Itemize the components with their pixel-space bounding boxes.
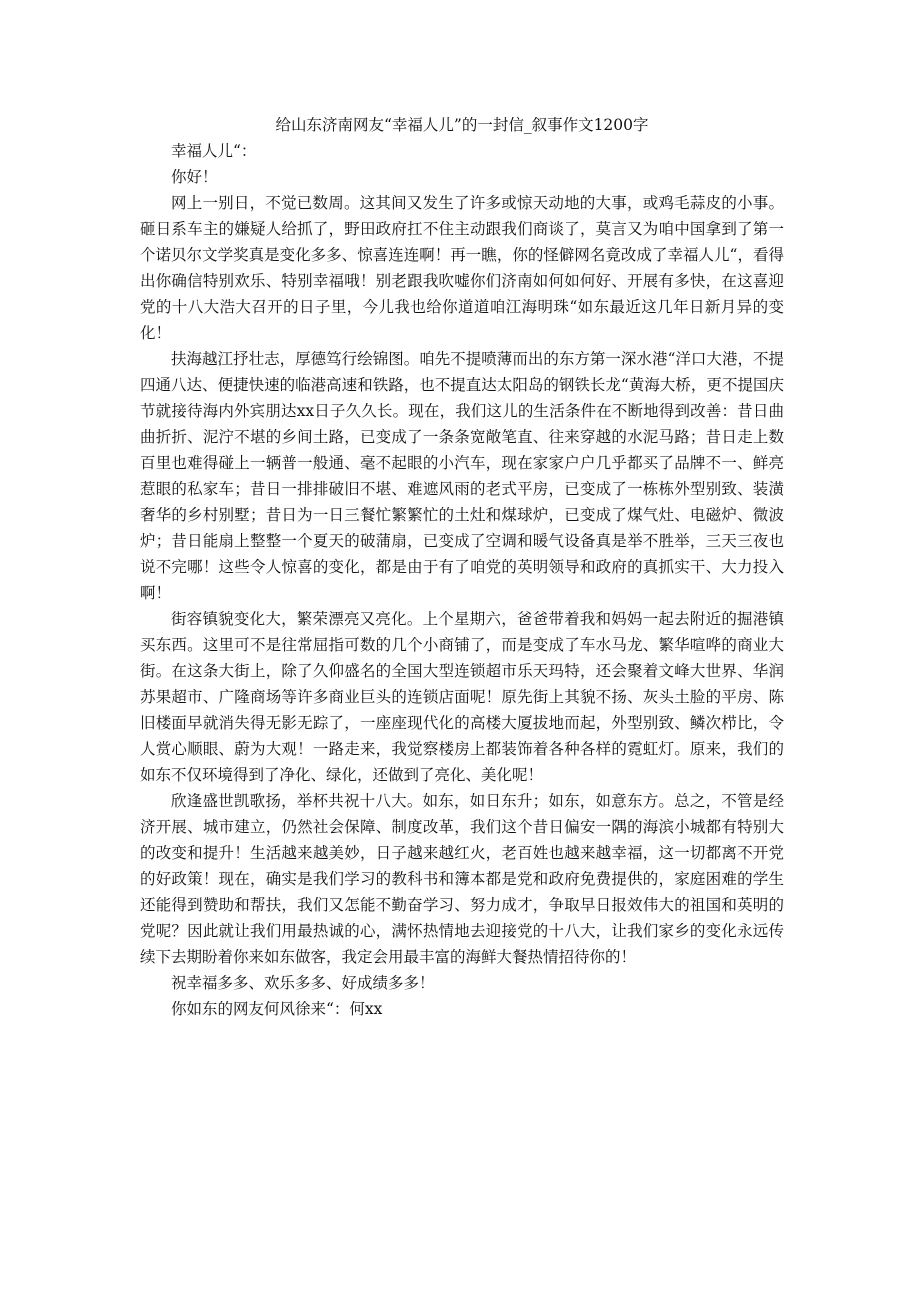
closing-wish: 祝幸福多多、欢乐多多、好成绩多多！ [171, 974, 435, 992]
paragraph-town-changes: 街容镇貌变化大，繁荣漂亮又亮化。上个星期六，爸爸带着我和妈妈一起去附近的掘港镇买东西。这里可不是往常屈指可数的几个小商铺了，而是变成了车水马龙、繁华喧哗的商业大街。在这条大街上，除了久仰盛名的全国大型连锁超市乐天玛特，还会聚着文峰大世界、华润苏果超市、广隆商场等许多商业巨头的连锁店面呢！原先街上其貌不扬、灰头土脸的平房、陈旧楼面早就消失得无影无踪了，一座座现代化的高楼大厦拔地而起，外型别致、鳞次栉比，令人赏心顺眼、蔚为大观！一路走来，我觉察楼房上都装饰着各种各样的霓虹灯。原来，我们的如东不仅环境得到了净化、绿化，还做到了亮化、美化呢！ [140, 610, 784, 784]
signature: 你如东的网友何风徐来“：何xx [171, 1000, 383, 1018]
paragraph-intro: 网上一别日，不觉已数周。这其间又发生了许多或惊天动地的大事，或鸡毛蒜皮的小事。砸日系车主的嫌疑人给抓了，野田政府扛不住主动跟我们商谈了，莫言又为咱中国拿到了第一个诺贝尔文学奖真是变化多多、惊喜连连啊！再一瞧，你的怪僻网名竟改成了幸福人儿“，看得出你确信特别欢乐、特别幸福哦！别老跟我吹嘘你们济南如何如何好、开展有多快，在这喜迎党的十八大浩大召开的日子里，今儿我也给你道道咱江海明珠“如东最近这几年日新月异的变化！ [140, 194, 784, 342]
document-title: 给山东济南网友“幸福人儿”的一封信_叙事作文1200字 [275, 116, 649, 134]
letter-body [140, 112, 784, 1022]
greeting: 你好！ [171, 168, 218, 186]
paragraph-development: 扶海越江抒壮志，厚德笃行绘锦图。咱先不提喷薄而出的东方第一深水港“洋口大港，不提四通八达、便捷快速的临港高速和铁路，也不提直达太阳岛的钢铁长龙“黄海大桥，更不提国庆节就接待海内外宾朋达xx日子久久长。现在，我们这儿的生活条件在不断地得到改善：昔日曲曲折折、泥泞不堪的乡间土路，已变成了一条条宽敞笔直、往来穿越的水泥马路；昔日走上数百里也难得碰上一辆普一般通、毫不起眼的小汽车，现在家家户户几乎都买了品牌不一、鲜亮惹眼的私家车；昔日一排排破旧不堪、难遮风雨的老式平房，已变成了一栋栋外型别致、装潢奢华的乡村别墅；昔日为一日三餐忙繁繁忙的土灶和煤球炉，已变成了煤气灶、电磁炉、微波炉；昔日能扇上整整一个夏天的破蒲扇，已变成了空调和暖气设备真是举不胜举，三天三夜也说不完哪！这些令人惊喜的变化，都是由于有了咱党的英明领导和政府的真抓实干、大力投入啊！ [140, 350, 784, 602]
paragraph-celebration: 欣逢盛世凯歌扬，举杯共祝十八大。如东，如日东升；如东，如意东方。总之，不管是经济开展、城市建立，仍然社会保障、制度改革，我们这个昔日偏安一隅的海滨小城都有特别大的改变和提升！生活越来越美妙，日子越来越红火，老百姓也越来越幸福，这一切都离不开党的好政策！现在，确实是我们学习的教科书和簿本都是党和政府免费提供的，家庭困难的学生还能得到赞助和帮扶，我们又怎能不勤奋学习、努力成才，争取早日报效伟大的祖国和英明的党呢？因此就让我们用最热诚的心，满怀热情地去迎接党的十八大，让我们家乡的变化永远传续下去期盼着你来如东做客，我定会用最丰富的海鲜大餐热情招待你的！ [140, 792, 784, 966]
salutation: 幸福人儿“： [171, 142, 257, 160]
